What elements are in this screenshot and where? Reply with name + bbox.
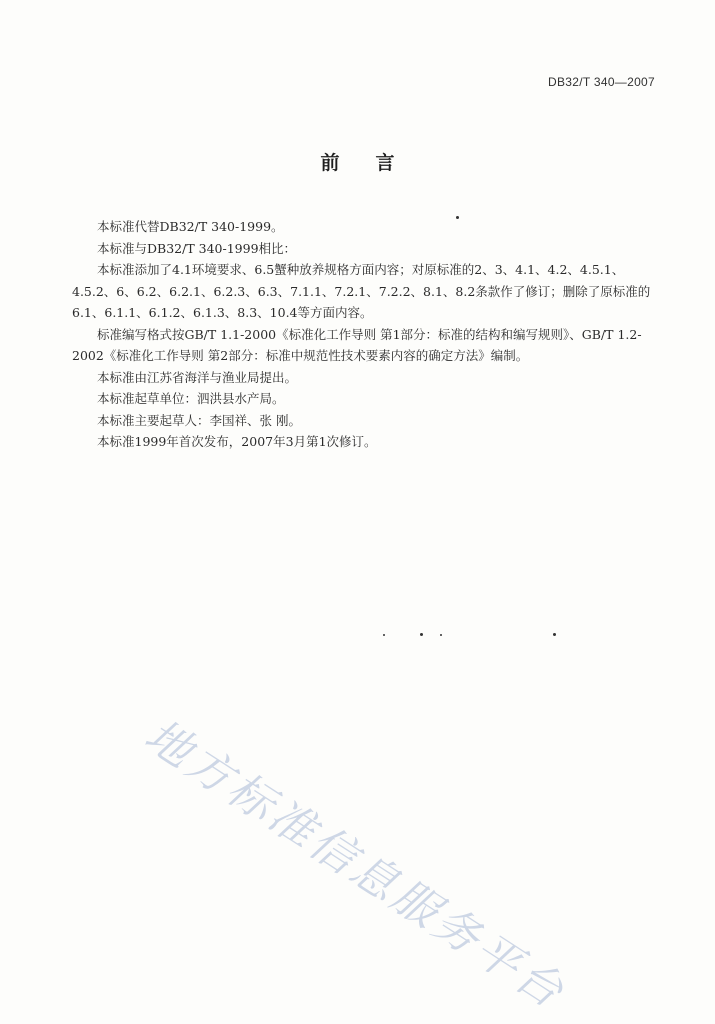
paragraph-compared: 本标准与DB32/T 340-1999相比： bbox=[97, 240, 297, 256]
scan-speck bbox=[440, 634, 442, 636]
paragraph-replaces: 本标准代替DB32/T 340-1999。 bbox=[97, 219, 284, 234]
paragraph-drafters: 本标准主要起草人：李国祥、张 刚。 bbox=[97, 412, 301, 428]
standard-code: DB32/T 340—2007 bbox=[547, 75, 655, 89]
watermark: 地方标准信息服务平台 bbox=[135, 708, 576, 1020]
scan-speck bbox=[420, 633, 423, 636]
paragraph-proposer: 本标准由江苏省海洋与渔业局提出。 bbox=[97, 369, 298, 385]
paragraph-format: 标准编写格式按GB/T 1.1-2000《标准化工作导则 第1部分：标准的结构和编写规则》、GB/T 1.2-2002《标准化工作导则 第2部分：标准中规范性技术要素内容的确定方法》编制。 bbox=[72, 326, 642, 363]
scan-speck bbox=[553, 633, 556, 636]
scan-speck bbox=[383, 634, 385, 636]
paragraph-changes: 本标准添加了4.1环境要求、6.5蟹种放养规格方面内容；对原标准的2、3、4.1、4.2、4.5.1、4.5.2、6、6.2、6.2.1、6.2.3、6.3、7.1.1、7.2.1、7.2.2、8.1、8.2条款作了修订；删除了原标准的6.1、6.1.1、6.1.2、6.1.3、8.3、10.4等方面内容。 bbox=[72, 262, 651, 320]
scan-speck bbox=[456, 216, 459, 219]
paragraph-drafting-unit: 本标准起草单位：泗洪县水产局。 bbox=[97, 391, 285, 406]
foreword-body bbox=[72, 216, 662, 453]
paragraph-history: 本标准1999年首次发布，2007年3月第1次修订。 bbox=[97, 434, 377, 449]
page-title: 前言 bbox=[320, 152, 431, 174]
